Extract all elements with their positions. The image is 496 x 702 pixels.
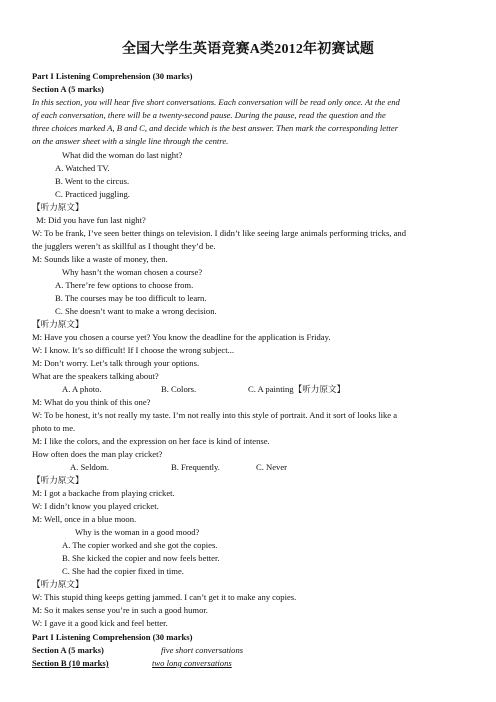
part1-heading: Part I Listening Comprehension (30 marks)	[32, 71, 193, 81]
t4-line-3: M: Well, once in a blue moon.	[32, 514, 137, 524]
t5-line-2: M: So it makes sense you’re in such a good humor.	[32, 605, 208, 615]
t1-line-4: M: Sounds like a waste of money, then.	[32, 254, 168, 264]
t1-line-3: the jugglers weren’t as skillful as I thought they’d be.	[32, 241, 216, 251]
summary-sectionB-note: two long conversations	[152, 658, 232, 668]
page-title: 全国大学生英语竞赛A类2012年初赛试题	[121, 42, 375, 57]
q1-option-a: A. Watched TV.	[55, 163, 110, 173]
t2-line-3: M: Don’t worry. Let’s talk through your options.	[32, 358, 200, 368]
summary-sectionB: Section B (10 marks)	[32, 658, 109, 668]
t2-line-2: W: I know. It’s so difficult! If I choose the wrong subject...	[32, 345, 235, 355]
q2-option-c: C. She doesn’t want to make a wrong decision.	[55, 306, 217, 316]
q3-option-a: A. A photo.	[62, 384, 102, 394]
q3-option-b: B. Colors.	[161, 384, 197, 394]
summary-sectionA: Section A (5 marks)	[32, 645, 104, 655]
q3-option-c	[248, 383, 345, 396]
transcript-label-1: 【听力原文】	[32, 202, 84, 212]
t1-line-2: W: To be frank, I’ve seen better things on television. I didn’t like seeing large animals performing tricks, and	[32, 228, 406, 238]
summary-sectionA-note: five short conversations	[161, 645, 244, 655]
t3-line-2: W: To be honest, it’s not really my taste. I’m not really into this style of portrait. And it sort of looks like a	[32, 410, 398, 420]
t3-line-4: M: I like the colors, and the expression on her face is kind of intense.	[32, 436, 270, 446]
instructions-line-3: three choices marked A, B and C, and decide which is the best answer. Then mark the corresponding letter	[32, 123, 399, 133]
t3-line-1: M: What do you think of this one?	[32, 397, 151, 407]
t5-line-3: W: I gave it a good kick and feel better.	[32, 618, 168, 628]
q4-option-c: C. Never	[256, 462, 288, 472]
q5-option-a: A. The copier worked and she got the copies.	[62, 540, 218, 550]
instructions-line-1: In this section, you will hear five short conversations. Each conversation will be read only once. At the end	[32, 97, 400, 107]
instructions-line-4: on the answer sheet with a single line through the centre.	[32, 136, 229, 146]
transcript-label-2: 【听力原文】	[32, 319, 84, 329]
t5-line-1: W: This stupid thing keeps getting jammed. I can’t get it to make any copies.	[32, 592, 297, 602]
q5-option-b: B. She kicked the copier and now feels better.	[62, 553, 220, 563]
q3-option-c-text: C. A painting	[248, 384, 294, 394]
instructions-line-2: of each conversation, there will be a twenty-second pause. During the pause, read the question and the	[32, 110, 386, 120]
q4-option-b: B. Frequently.	[171, 462, 220, 472]
t1-line-1: M: Did you have fun last night?	[36, 215, 146, 225]
q1-option-c: C. Practiced juggling.	[55, 189, 130, 199]
transcript-label-4: 【听力原文】	[32, 475, 84, 485]
q4-question: How often does the man play cricket?	[32, 449, 163, 459]
q1-option-b: B. Went to the circus.	[55, 176, 130, 186]
summary-part1: Part I Listening Comprehension (30 marks)	[32, 632, 193, 642]
t2-line-1: M: Have you chosen a course yet? You know the deadline for the application is Friday.	[32, 332, 331, 342]
transcript-label-3: 【听力原文】	[293, 384, 346, 394]
q4-option-a: A. Seldom.	[70, 462, 109, 472]
q2-option-b: B. The courses may be too difficult to learn.	[55, 293, 207, 303]
q2-question: Why hasn’t the woman chosen a course?	[62, 267, 203, 277]
q2-option-a: A. There’re few options to choose from.	[55, 280, 194, 290]
transcript-label-5: 【听力原文】	[32, 579, 84, 589]
q3-question: What are the speakers talking about?	[32, 371, 159, 381]
sectionA-heading: Section A (5 marks)	[32, 84, 104, 94]
t3-line-3: photo to me.	[32, 423, 76, 433]
t4-line-1: M: I got a backache from playing cricket.	[32, 488, 175, 498]
q5-option-c: C. She had the copier fixed in time.	[62, 566, 184, 576]
q5-question: Why is the woman in a good mood?	[75, 527, 200, 537]
q1-question: What did the woman do last night?	[62, 150, 183, 160]
t4-line-2: W: I didn’t know you played cricket.	[32, 501, 159, 511]
